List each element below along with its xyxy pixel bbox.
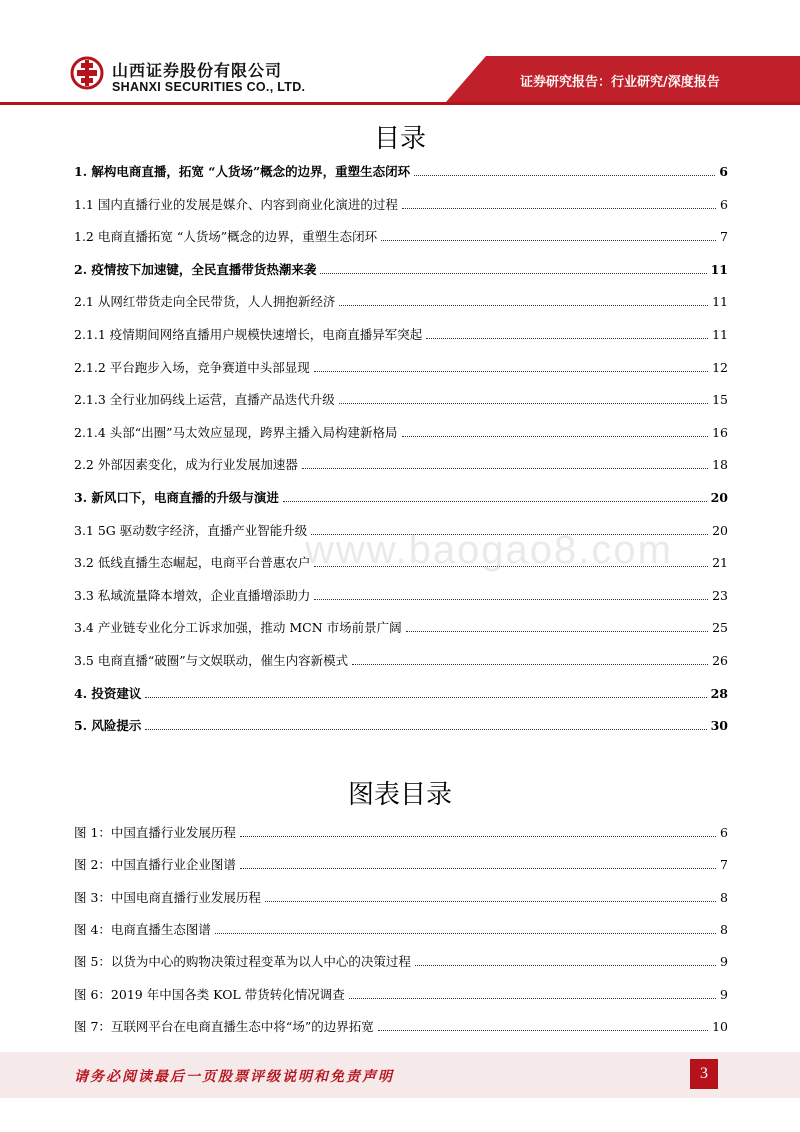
figure-entry[interactable]: [74, 918, 728, 938]
figure-entry-page: 9: [720, 986, 728, 1002]
figure-entry-page: 8: [720, 889, 728, 905]
page-number: 3: [690, 1059, 718, 1089]
figure-entry-label: 图 4：电商直播生态图谱: [74, 921, 211, 937]
leader-dots: [414, 175, 715, 176]
watermark: www.baogao8.com: [305, 528, 673, 572]
toc-entry[interactable]: [74, 356, 728, 376]
toc-entry[interactable]: [74, 486, 728, 506]
leader-dots: [314, 599, 708, 600]
toc-entry-label: 1.1 国内直播行业的发展是媒介、内容到商业化演进的过程: [74, 196, 398, 212]
toc-entry-page: 11: [712, 294, 728, 310]
figure-entry-label: 图 5：以货为中心的购物决策过程变革为以人中心的决策过程: [74, 954, 411, 970]
figure-entry[interactable]: [74, 1015, 728, 1035]
toc-entry-label: 3.1 5G 驱动数字经济，直播产业智能升级: [74, 522, 308, 538]
leader-dots: [402, 436, 709, 437]
figure-entry[interactable]: [74, 950, 728, 970]
toc-entry[interactable]: [74, 616, 728, 636]
toc-entry[interactable]: [74, 323, 728, 343]
leader-dots: [320, 273, 706, 274]
toc-entry[interactable]: [74, 584, 728, 604]
toc-entry-page: 12: [712, 359, 728, 375]
toc-entry[interactable]: [74, 453, 728, 473]
toc-entry[interactable]: [74, 258, 728, 278]
toc-entry[interactable]: [74, 193, 728, 213]
toc-entry-label: 4. 投资建议: [74, 685, 142, 701]
toc-entry-label: 2.1.1 疫情期间网络直播用户规模快速增长，电商直播异军突起: [74, 327, 423, 342]
company-name-cn: 山西证券股份有限公司: [112, 61, 283, 80]
disclaimer-notice: 请务必阅读最后一页股票评级说明和免责声明: [74, 1069, 394, 1085]
leader-dots: [145, 697, 706, 698]
toc-entry-page: 20: [712, 522, 728, 538]
figure-list-title: 图表目录: [347, 780, 452, 810]
toc-entry-label: 2.2 外部因素变化，成为行业发展加速器: [74, 457, 298, 473]
toc-entry-page: 28: [710, 685, 728, 701]
figure-entry-page: 9: [720, 954, 728, 970]
leader-dots: [352, 664, 708, 665]
figure-entry-page: 6: [720, 825, 728, 840]
figure-entry-page: 7: [720, 857, 728, 873]
page-header: [0, 0, 800, 108]
leader-dots: [415, 965, 716, 966]
leader-dots: [314, 371, 708, 372]
leader-dots: [426, 338, 708, 339]
toc-entry-page: 16: [712, 424, 728, 440]
toc-entry-label: 5. 风险提示: [74, 718, 142, 734]
leader-dots: [378, 1030, 708, 1031]
toc-entry[interactable]: [74, 290, 728, 310]
toc-entry-page: 11: [710, 261, 728, 277]
leader-dots: [302, 468, 708, 469]
toc-entry[interactable]: [74, 682, 728, 702]
header-divider: [0, 102, 800, 105]
toc-entry[interactable]: [74, 160, 728, 180]
toc-entry-label: 1.2 电商直播拓宽 “人货场”概念的边界，重塑生态闭环: [74, 229, 378, 245]
toc-entry-label: 2. 疫情按下加速键，全民直播带货热潮来袭: [74, 261, 317, 277]
figure-entry-label: 图 3：中国电商直播行业发展历程: [74, 889, 261, 905]
toc-entry-page: 6: [720, 196, 728, 212]
toc-entry-label: 2.1.4 头部“出圈”马太效应显现，跨界主播入局构建新格局: [74, 424, 398, 440]
leader-dots: [406, 631, 708, 632]
figure-entry-page: 8: [720, 921, 728, 937]
figure-entry-label: 图 2：中国直播行业企业图谱: [74, 857, 236, 873]
toc-entry-page: 6: [719, 164, 728, 179]
toc-entry-page: 18: [712, 457, 728, 473]
figure-entry-label: 图 6：2019 年中国各类 KOL 带货转化情况调查: [74, 986, 345, 1002]
toc-entry-page: 11: [712, 327, 728, 342]
toc-entry-label: 3.3 私域流量降本增效，企业直播增添助力: [74, 587, 311, 603]
toc-entry-page: 26: [712, 653, 728, 668]
toc-entry-label: 2.1 从网红带货走向全民带货，人人拥抱新经济: [74, 294, 336, 310]
toc-entry-label: 3.5 电商直播“破圈”与文娱联动，催生内容新模式: [74, 653, 349, 668]
toc-entry-page: 21: [712, 555, 728, 571]
toc-entry[interactable]: [74, 388, 728, 408]
toc-entry[interactable]: [74, 225, 728, 245]
toc-entry-page: 25: [712, 620, 728, 636]
leader-dots: [265, 901, 716, 902]
toc-entry-page: 20: [710, 490, 728, 505]
figure-entry[interactable]: [74, 886, 728, 906]
leader-dots: [402, 208, 716, 209]
toc-entry-label: 3. 新风口下，电商直播的升级与演进: [74, 490, 279, 505]
leader-dots: [240, 868, 716, 869]
toc-entry[interactable]: [74, 421, 728, 441]
shanxi-securities-logo-icon: [70, 56, 104, 90]
figure-entry-page: 10: [712, 1018, 728, 1034]
figure-entry-label: 图 1：中国直播行业发展历程: [74, 825, 236, 840]
toc-title: 目录: [373, 124, 426, 154]
leader-dots: [240, 836, 716, 837]
toc-entry[interactable]: [74, 714, 728, 734]
leader-dots: [215, 933, 716, 934]
toc-entry[interactable]: [74, 649, 728, 669]
toc-entry-page: 7: [720, 229, 728, 245]
leader-dots: [145, 729, 706, 730]
company-name-en: SHANXI SECURITIES CO., LTD.: [112, 80, 306, 94]
toc-entry-label: 3.2 低线直播生态崛起，电商平台普惠农户: [74, 555, 311, 571]
toc-entry-page: 30: [710, 718, 728, 734]
toc-entry-page: 15: [712, 392, 728, 408]
leader-dots: [381, 240, 716, 241]
leader-dots: [283, 501, 707, 502]
figure-entry-label: 图 7：互联网平台在电商直播生态中将“场”的边界拓宽: [74, 1018, 374, 1034]
figure-entry[interactable]: [74, 821, 728, 841]
leader-dots: [339, 403, 708, 404]
toc-entry-label: 2.1.2 平台跑步入场，竞争赛道中头部显现: [74, 359, 310, 375]
leader-dots: [349, 998, 716, 999]
figure-entry[interactable]: [74, 983, 728, 1003]
toc-entry-page: 23: [712, 587, 728, 603]
toc-entry-label: 2.1.3 全行业加码线上运营，直播产品迭代升级: [74, 392, 335, 408]
report-type-label: 证券研究报告：行业研究/深度报告: [520, 75, 720, 90]
figure-entry[interactable]: [74, 853, 728, 873]
leader-dots: [339, 305, 708, 306]
toc-entry-label: 3.4 产业链专业化分工诉求加强，推动 MCN 市场前景广阔: [74, 620, 402, 636]
toc-entry-label: 1. 解构电商直播，拓宽 “人货场”概念的边界，重塑生态闭环: [74, 164, 411, 179]
